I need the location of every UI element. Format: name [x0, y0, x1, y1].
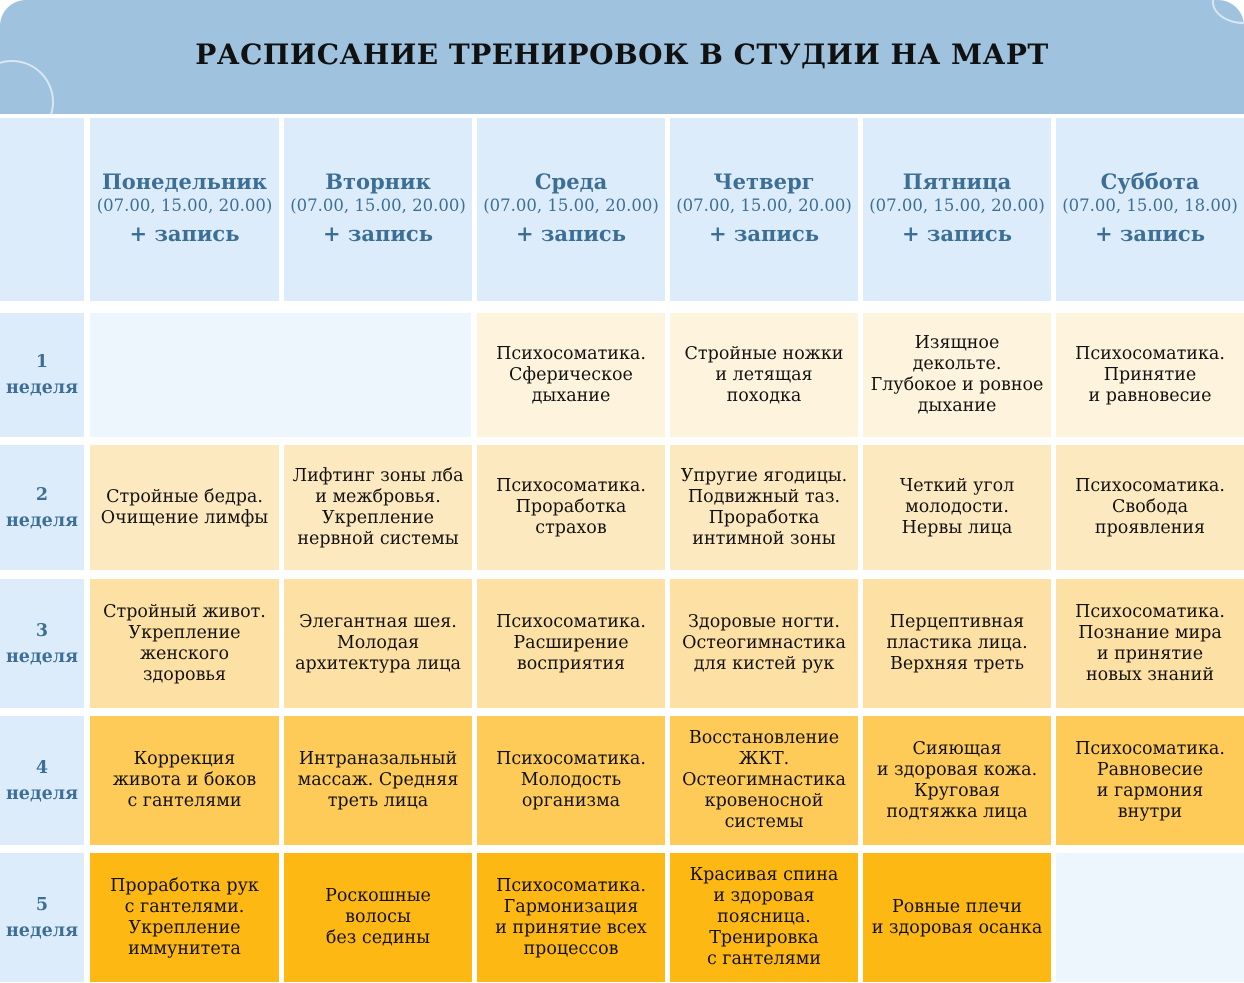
class-cell	[1056, 445, 1244, 570]
class-name: Психосоматика. Познание мира и принятие новых знаний	[1075, 601, 1225, 685]
class-name: Здоровые ногти. Остеогимнастика для кистей рук	[682, 612, 846, 674]
class-cell	[1056, 313, 1244, 437]
day-times: (07.00, 15.00, 18.00)	[1062, 195, 1238, 215]
week-label	[0, 445, 84, 570]
class-name: Изящное декольте. Глубокое и ровное дыхание	[870, 333, 1044, 416]
class-cell	[670, 445, 858, 570]
class-cell	[284, 445, 472, 570]
week-label	[0, 853, 84, 982]
week-word: неделя	[6, 920, 79, 941]
class-cell	[90, 853, 279, 982]
class-name: Психосоматика. Принятие и равновесие	[1075, 343, 1225, 406]
class-name: Четкий угол молодости. Нервы лица	[899, 476, 1015, 538]
class-cell	[477, 579, 665, 708]
class-name: Психосоматика. Молодость организма	[496, 749, 646, 811]
day-times: (07.00, 15.00, 20.00)	[290, 195, 466, 215]
day-header	[284, 118, 472, 301]
week-number: 4	[35, 757, 49, 778]
class-cell	[284, 579, 472, 708]
class-name: Проработка рук с гантелями. Укрепление иммунитета	[110, 875, 259, 959]
table-corner	[0, 118, 84, 301]
class-name: Коррекция живота и боков с гантелями	[112, 749, 257, 811]
class-cell	[477, 716, 665, 845]
day-times: (07.00, 15.00, 20.00)	[483, 195, 659, 215]
day-name: Четверг	[713, 168, 815, 194]
class-cell	[863, 445, 1051, 570]
week-word: неделя	[6, 646, 79, 667]
week-label	[0, 716, 84, 845]
week-word: неделя	[6, 783, 79, 804]
day-header	[90, 118, 279, 301]
class-cell	[90, 445, 279, 570]
class-name: Интраназальный массаж. Средняя треть лица	[297, 749, 459, 811]
signup-link[interactable]: + запись	[516, 220, 626, 246]
class-name: Элегантная шея. Молодая архитектура лица	[295, 612, 461, 674]
class-name: Стройные бедра. Очищение лимфы	[100, 486, 269, 528]
week-word: неделя	[6, 378, 79, 398]
day-times: (07.00, 15.00, 20.00)	[869, 195, 1045, 215]
week-number: 5	[35, 894, 49, 915]
day-header	[1056, 118, 1244, 301]
class-name: Психосоматика. Сферическое дыхание	[496, 343, 646, 406]
class-name: Восстановление ЖКТ. Остеогимнастика кровеносной системы	[682, 728, 846, 832]
class-cell	[284, 716, 472, 845]
class-name: Стройные ножки и летящая походка	[684, 343, 844, 406]
empty-cell	[90, 313, 471, 437]
week-word: неделя	[6, 510, 79, 531]
class-cell	[90, 716, 279, 845]
class-cell	[1056, 716, 1244, 845]
day-name: Понедельник	[101, 168, 268, 194]
class-cell	[477, 313, 665, 437]
class-cell	[863, 313, 1051, 437]
class-cell	[1056, 579, 1244, 708]
day-name: Пятница	[902, 168, 1012, 194]
class-cell	[863, 853, 1051, 982]
week-number: 2	[35, 484, 49, 505]
signup-link[interactable]: + запись	[709, 220, 819, 246]
header-banner	[0, 0, 1244, 114]
class-name: Упругие ягодицы. Подвижный таз. Проработка интимной зоны	[680, 465, 848, 549]
class-name: Психосоматика. Гармонизация и принятие всех процессов	[495, 875, 647, 959]
class-cell	[670, 579, 858, 708]
class-name: Роскошные волосы без седины	[325, 886, 431, 948]
signup-link[interactable]: + запись	[902, 220, 1012, 246]
signup-link[interactable]: + запись	[323, 220, 433, 246]
day-header	[477, 118, 665, 301]
class-cell	[477, 445, 665, 570]
week-number: 1	[35, 352, 49, 372]
class-cell	[670, 716, 858, 845]
class-cell	[863, 716, 1051, 845]
class-name: Психосоматика. Проработка страхов	[496, 476, 646, 538]
day-header	[863, 118, 1051, 301]
class-name: Лифтинг зоны лба и межбровья. Укрепление нервной системы	[292, 465, 464, 549]
class-cell	[863, 579, 1051, 708]
day-times: (07.00, 15.00, 20.00)	[96, 195, 273, 215]
week-number: 3	[35, 620, 49, 641]
class-name: Стройный живот. Укрепление женского здоровья	[103, 601, 266, 685]
class-cell	[90, 579, 279, 708]
empty-cell	[1056, 853, 1244, 982]
class-cell	[477, 853, 665, 982]
class-name: Перцептивная пластика лица. Верхняя треть	[886, 612, 1028, 674]
day-times: (07.00, 15.00, 20.00)	[676, 195, 852, 215]
class-name: Сияющая и здоровая кожа. Круговая подтяжка лица	[876, 738, 1038, 822]
class-cell	[670, 853, 858, 982]
day-name: Среда	[534, 168, 608, 194]
week-label	[0, 313, 84, 437]
class-name: Красивая спина и здоровая поясница. Тренировка с гантелями	[689, 865, 839, 969]
day-header	[670, 118, 858, 301]
class-name: Психосоматика. Равновесие и гармония внутри	[1075, 738, 1225, 822]
class-name: Ровные плечи и здоровая осанка	[871, 896, 1043, 938]
class-name: Психосоматика. Свобода проявления	[1075, 476, 1225, 538]
signup-link[interactable]: + запись	[1095, 220, 1205, 246]
class-cell	[284, 853, 472, 982]
week-label	[0, 579, 84, 708]
decorative-circle	[1212, 0, 1244, 24]
day-name: Вторник	[325, 168, 431, 194]
class-name: Психосоматика. Расширение восприятия	[496, 612, 646, 674]
class-cell	[670, 313, 858, 437]
day-name: Суббота	[1100, 168, 1200, 194]
page-title: РАСПИСАНИЕ ТРЕНИРОВОК В СТУДИИ НА МАРТ	[195, 38, 1049, 71]
signup-link[interactable]: + запись	[129, 220, 240, 246]
